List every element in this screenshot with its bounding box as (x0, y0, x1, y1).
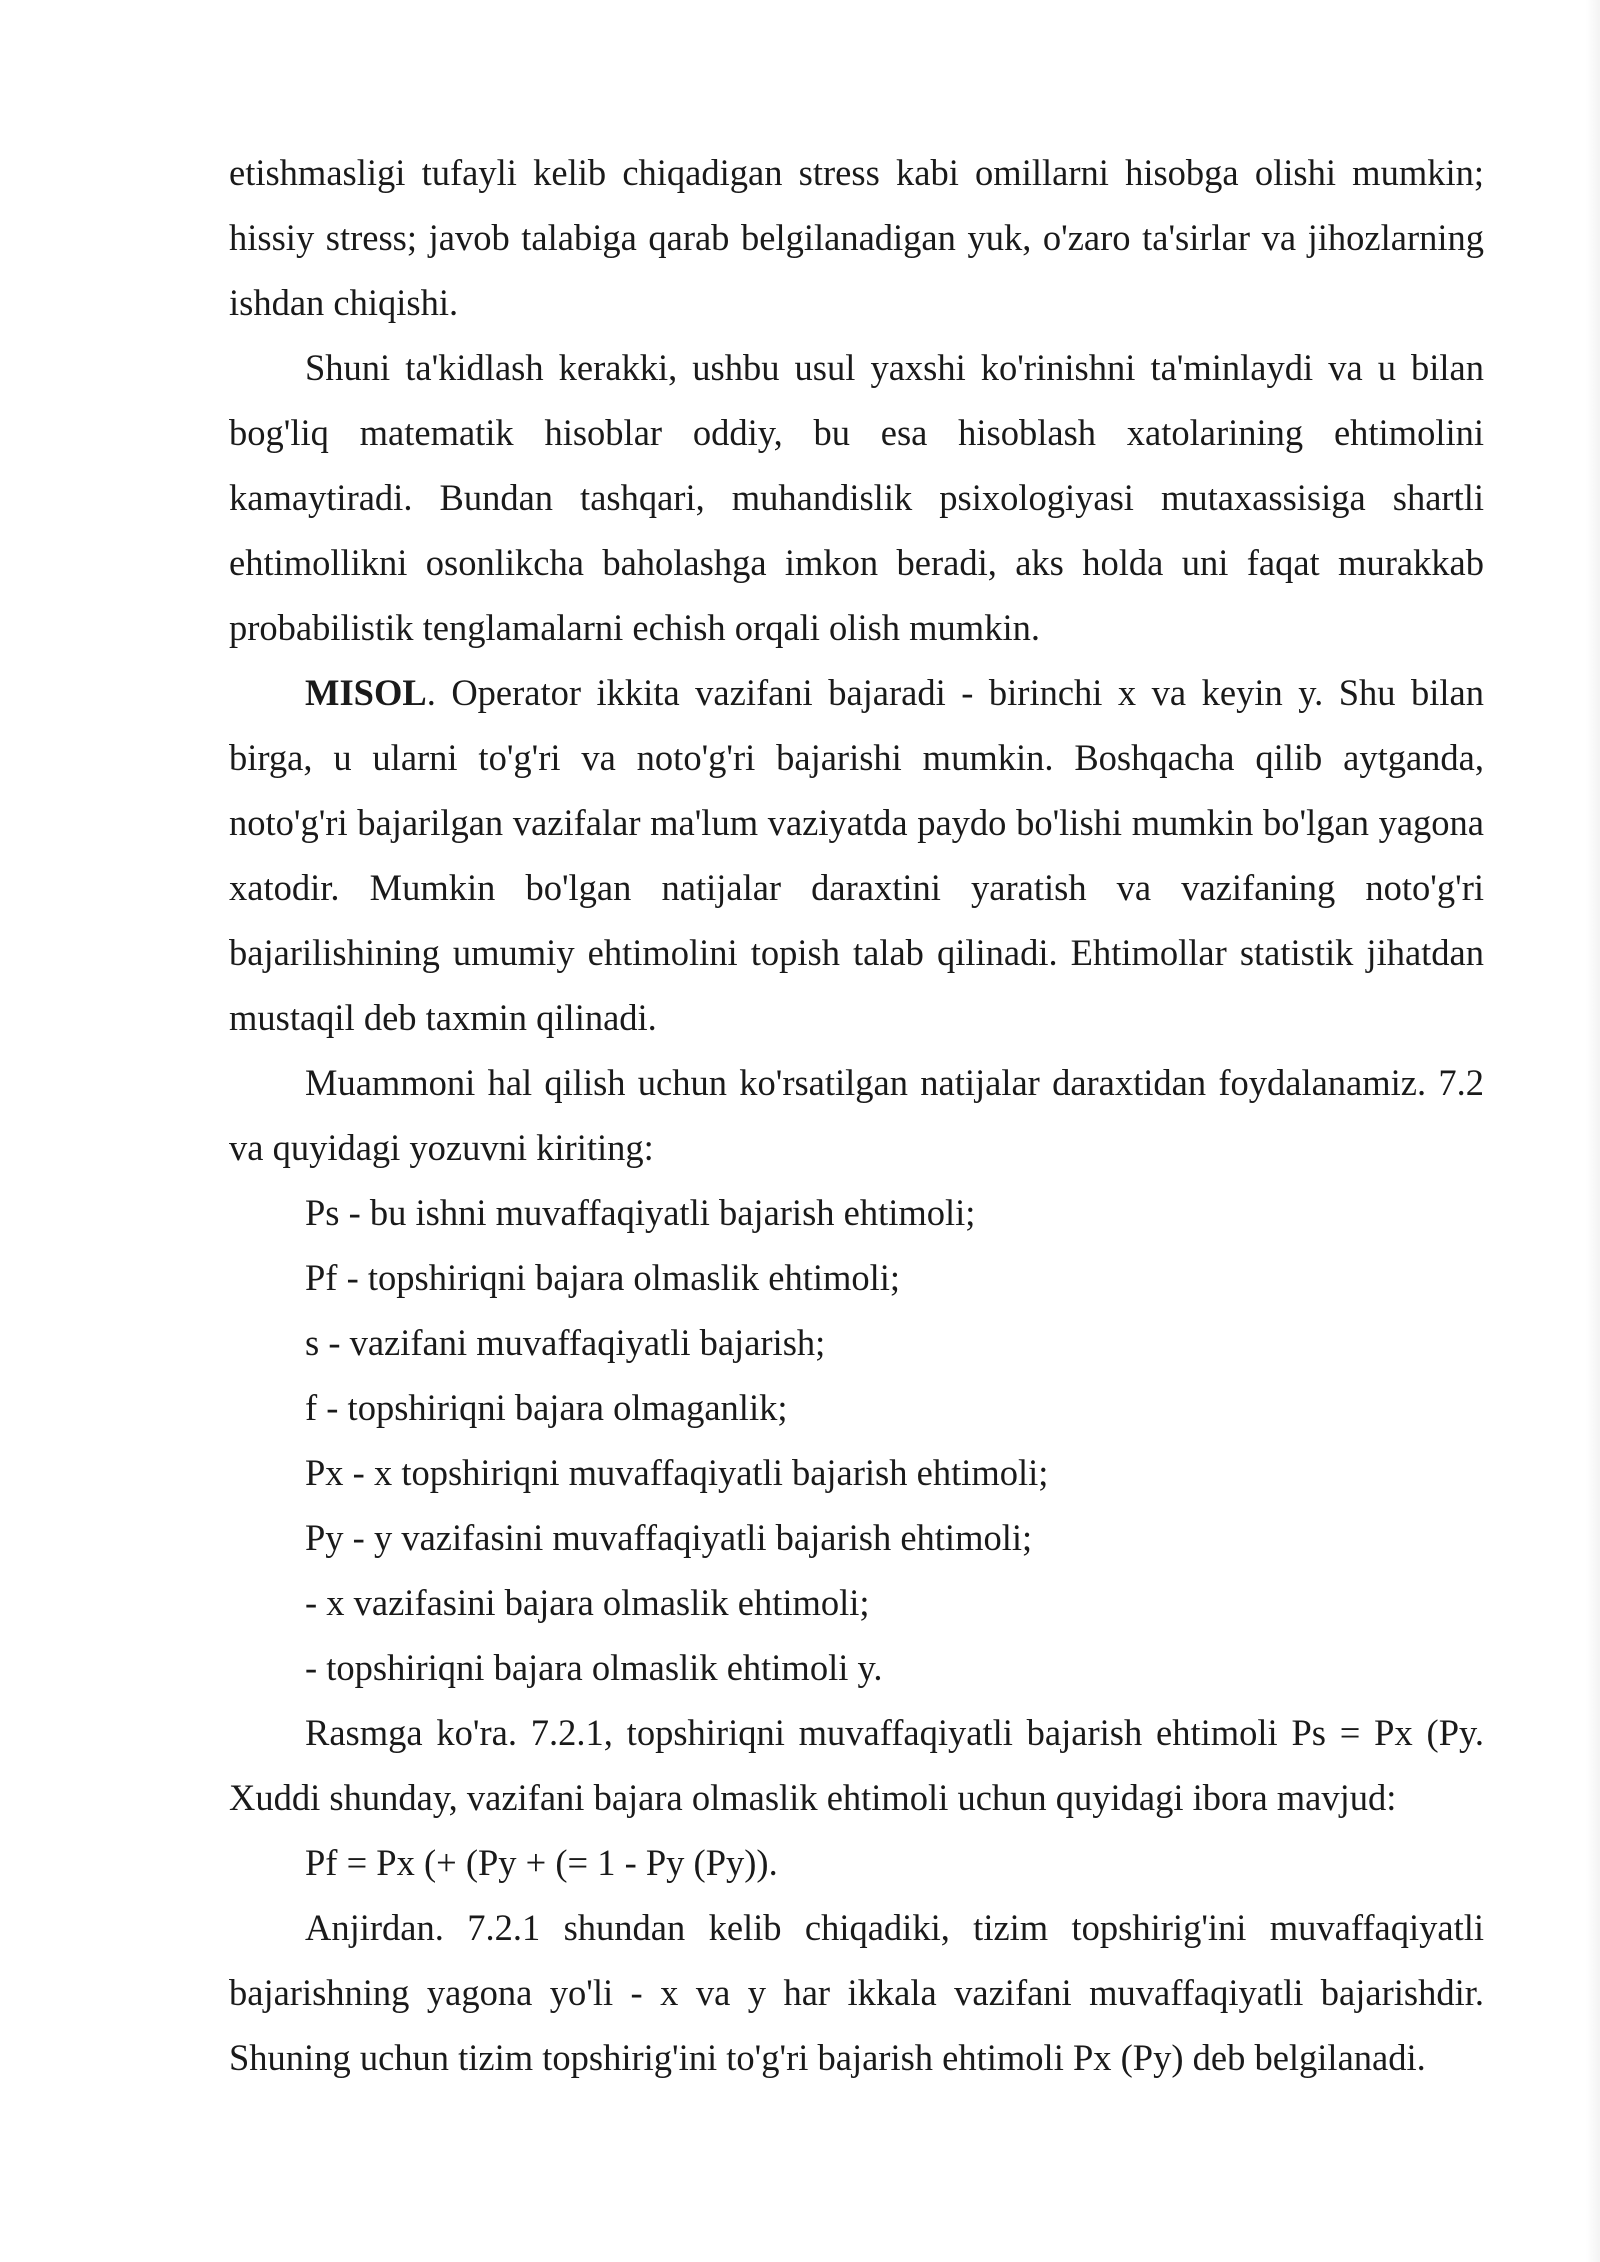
notation-item: - topshiriqni bajara olmaslik ehtimoli y. (305, 1647, 883, 1688)
notation-item: Py - y vazifasini muvaffaqiyatli bajarish ehtimoli; (305, 1517, 1033, 1558)
notation-item: f - topshiriqni bajara olmaganlik; (305, 1387, 788, 1428)
example-text: . Operator ikkita vazifani bajaradi - birinchi x va keyin y. Shu bilan birga, u ularni to'g'ri va noto'g'ri bajarishi mumkin. Boshqacha qilib aytganda, noto'g'ri bajarilgan vazifalar ma'lum vaziyatda paydo bo'lishi mumkin bo'lgan yagona xatodir. Mumkin bo'lgan natijalar daraxtini yaratish va vazifaning noto'g'ri bajarilishining umumiy ehtimolini topish talab qilinadi. Ehtimollar statistik jihatdan mustaqil deb taxmin qilinadi. (229, 672, 1484, 1038)
paragraph-continuation: etishmasligi tufayli kelib chiqadigan stress kabi omillarni hisobga olishi mumkin; hissiy stress; javob talabiga qarab belgilanadigan yuk, o'zaro ta'sirlar va jihozlarning ishdan chiqishi. (229, 152, 1484, 323)
example-label: MISOL (305, 672, 427, 713)
paragraph-example (229, 660, 1484, 1050)
notation-item: s - vazifani muvaffaqiyatli bajarish; (305, 1322, 826, 1363)
notation-item: Pf - topshiriqni bajara olmaslik ehtimoli; (305, 1257, 901, 1298)
notation-item: Px - x topshiriqni muvaffaqiyatli bajarish ehtimoli; (305, 1452, 1049, 1493)
notation-item: - x vazifasini bajara olmaslik ehtimoli; (305, 1582, 870, 1623)
notation-item: Ps - bu ishni muvaffaqiyatli bajarish ehtimoli; (305, 1192, 976, 1233)
page-edge-shadow (1586, 0, 1600, 2262)
paragraph-conclusion: Anjirdan. 7.2.1 shundan kelib chiqadiki, tizim topshirig'ini muvaffaqiyatli bajarishning yagona yo'li - x va y har ikkala vazifani muvaffaqiyatli bajarishdir. Shuning uchun tizim topshirig'ini to'g'ri bajarish ehtimoli Px (Py) deb belgilanadi. (229, 1907, 1484, 2078)
paragraph-method-note: Shuni ta'kidlash kerakki, ushbu usul yaxshi ko'rinishni ta'minlaydi va u bilan bog'liq matematik hisoblar oddiy, bu esa hisoblash xatolarining ehtimolini kamaytiradi. Bundan tashqari, muhandislik psixologiyasi mutaxassisiga shartli ehtimollikni osonlikcha baholashga imkon beradi, aks holda uni faqat murakkab probabilistik tenglamalarni echish orqali olish mumkin. (229, 347, 1484, 648)
formula-line: Pf = Px (+ (Py + (= 1 - Py (Py)). (305, 1842, 778, 1883)
document-body (229, 140, 1484, 2090)
paragraph-solution-intro: Muammoni hal qilish uchun ko'rsatilgan natijalar daraxtidan foydalanamiz. 7.2 va quyidagi yozuvni kiriting: (229, 1062, 1484, 1168)
paragraph-success-probability: Rasmga ko'ra. 7.2.1, topshiriqni muvaffaqiyatli bajarish ehtimoli Ps = Px (Py. Xuddi shunday, vazifani bajara olmaslik ehtimoli uchun quyidagi ibora mavjud: (229, 1712, 1484, 1818)
